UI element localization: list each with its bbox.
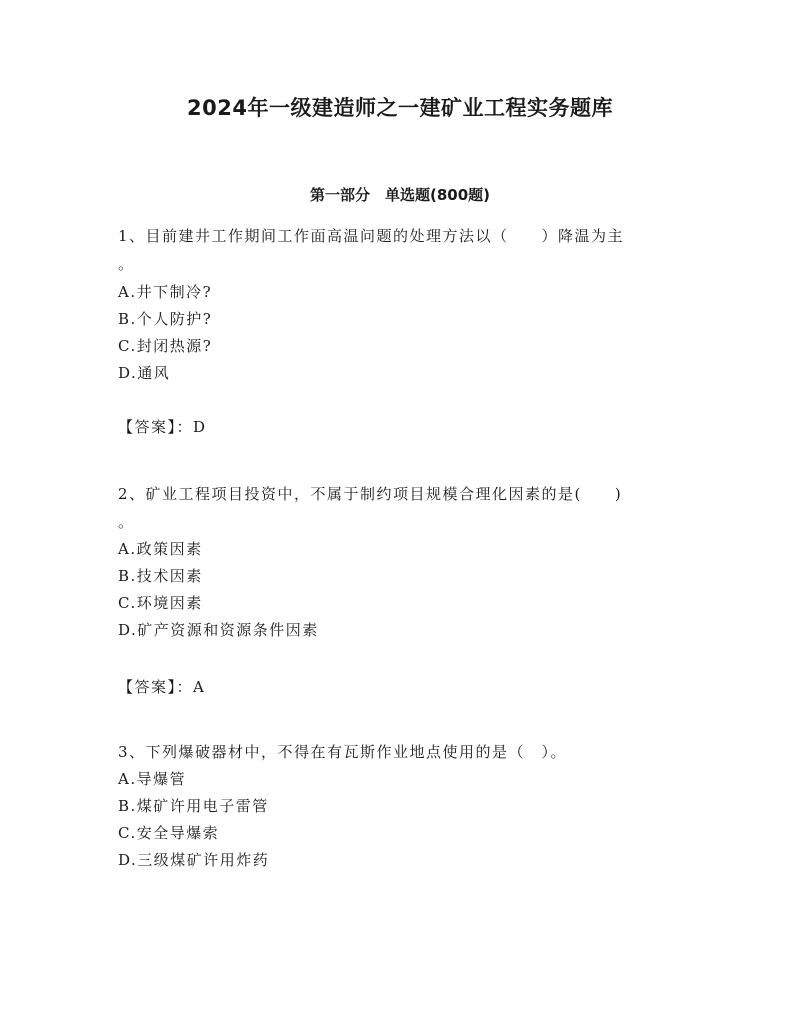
question-2-option-a: A.政策因素 bbox=[118, 540, 203, 558]
question-2-answer: 【答案】：A bbox=[118, 678, 206, 696]
question-3-stem: 3、下列爆破器材中，不得在有瓦斯作业地点使用的是（ ）。 bbox=[118, 743, 568, 761]
question-3-option-c: C.安全导爆索 bbox=[118, 824, 220, 842]
question-2-option-d: D.矿产资源和资源条件因素 bbox=[118, 621, 319, 639]
question-3-option-d: D.三级煤矿许用炸药 bbox=[118, 851, 270, 869]
question-3-option-a: A.导爆管 bbox=[118, 770, 187, 788]
question-1-option-b: B.个人防护? bbox=[118, 310, 213, 328]
question-2-option-b: B.技术因素 bbox=[118, 567, 203, 585]
document-title: 2024年一级建造师之一建矿业工程实务题库 bbox=[187, 96, 613, 120]
section-heading: 第一部分 单选题(800题) bbox=[309, 186, 491, 204]
question-1-stem-continued: 。 bbox=[118, 255, 135, 273]
question-2-stem-continued: 。 bbox=[118, 513, 135, 531]
question-3-option-b: B.煤矿许用电子雷管 bbox=[118, 797, 269, 815]
question-2-option-c: C.环境因素 bbox=[118, 594, 203, 612]
question-1-answer: 【答案】：D bbox=[118, 418, 207, 436]
question-1-option-a: A.井下制冷? bbox=[118, 283, 213, 301]
question-2-stem: 2、矿业工程项目投资中，不属于制约项目规模合理化因素的是( ) bbox=[118, 485, 623, 503]
question-1-option-d: D.通风 bbox=[118, 364, 171, 382]
question-1-stem: 1、目前建井工作期间工作面高温问题的处理方法以（ ）降温为主 bbox=[118, 227, 625, 245]
question-1-option-c: C.封闭热源? bbox=[118, 337, 213, 355]
